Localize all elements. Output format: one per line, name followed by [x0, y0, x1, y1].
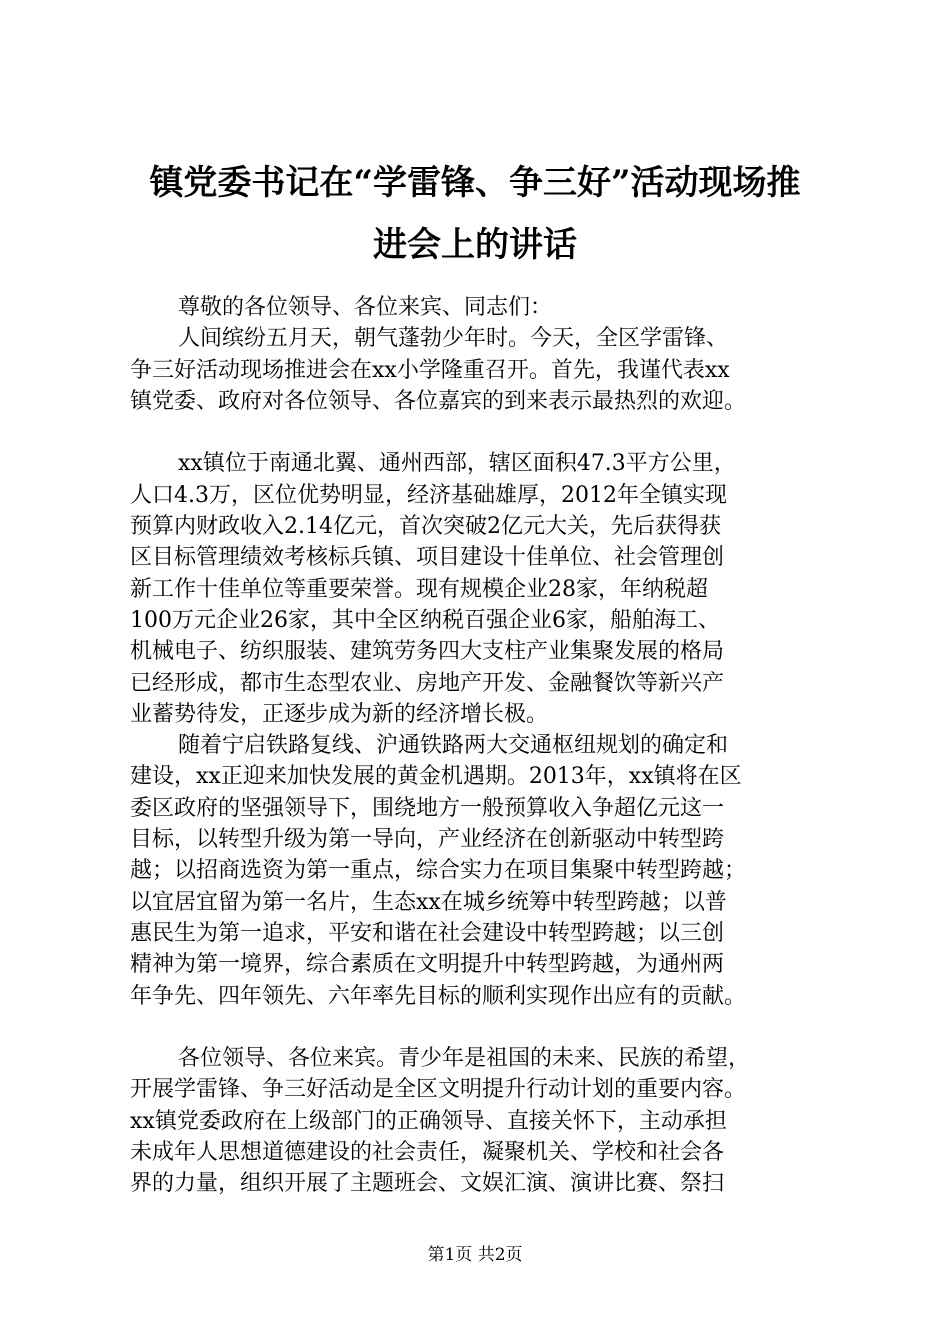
paragraph-line: 镇党委、政府对各位领导、各位嘉宾的到来表示最热烈的欢迎。: [130, 388, 747, 414]
paragraph-line: 开展学雷锋、争三好活动是全区文明提升行动计划的重要内容。: [130, 1077, 747, 1103]
paragraph-line: 随着宁启铁路复线、沪通铁路两大交通枢纽规划的确定和: [178, 733, 729, 759]
paragraph-line: 争三好活动现场推进会在xx小学隆重召开。首先，我谨代表xx: [130, 357, 730, 383]
paragraph-line: 已经形成，都市生态型农业、房地产开发、金融餐饮等新兴产: [130, 670, 725, 696]
page-footer: 第1页 共2页: [427, 1245, 523, 1265]
paragraph-line: 各位领导、各位来宾。青少年是祖国的未来、民族的希望，: [178, 1046, 751, 1072]
paragraph-line: 区目标管理绩效考核标兵镇、项目建设十佳单位、社会管理创: [130, 545, 725, 571]
paragraph-gap: [130, 417, 850, 448]
paragraph-line: xx镇位于南通北翼、通州西部，辖区面积47.3平方公里，: [178, 451, 736, 477]
paragraph-line: 100万元企业26家，其中全区纳税百强企业6家，船舶海工、: [130, 607, 720, 633]
salutation-line: 尊敬的各位领导、各位来宾、同志们：: [178, 295, 553, 320]
paragraph-line: 建设，xx正迎来加快发展的黄金机遇期。2013年，xx镇将在区: [130, 764, 742, 790]
paragraph-line: 未成年人思想道德建设的社会责任，凝聚机关、学校和社会各: [130, 1140, 725, 1166]
document-body: [130, 292, 850, 1200]
paragraph-line: 目标，以转型升级为第一导向，产业经济在创新驱动中转型跨: [130, 827, 725, 853]
paragraph-gap: [130, 1012, 850, 1043]
paragraph-line: 业蓄势待发，正逐步成为新的经济增长极。: [130, 701, 549, 727]
paragraph-line: 人间缤纷五月天，朝气蓬勃少年时。今天，全区学雷锋、: [178, 326, 729, 352]
paragraph-line: 越；以招商选资为第一重点，综合实力在项目集聚中转型跨越；: [130, 858, 747, 884]
paragraph-line: 人口4.3万，区位优势明显，经济基础雄厚，2012年全镇实现: [130, 482, 727, 508]
paragraph-line: xx镇党委政府在上级部门的正确领导、直接关怀下，主动承担: [130, 1108, 727, 1134]
paragraph-line: 委区政府的坚强领导下，围绕地方一般预算收入争超亿元这一: [130, 795, 725, 821]
paragraph-line: 预算内财政收入2.14亿元，首次突破2亿元大关，先后获得获: [130, 514, 721, 540]
paragraph-line: 机械电子、纺织服装、建筑劳务四大支柱产业集聚发展的格局: [130, 639, 725, 665]
document-title-line-1: 镇党委书记在“学雷锋、争三好”活动现场推: [149, 163, 801, 203]
paragraph-line: 新工作十佳单位等重要荣誉。现有规模企业28家，年纳税超: [130, 576, 708, 602]
paragraph-line: 界的力量，组织开展了主题班会、文娱汇演、演讲比赛、祭扫: [130, 1171, 725, 1197]
document-title-line-2: 进会上的讲话: [373, 225, 577, 265]
paragraph-line: 惠民生为第一追求，平安和谐在社会建设中转型跨越；以三创: [130, 920, 725, 946]
paragraph-line: 以宜居宜留为第一名片，生态xx在城乡统筹中转型跨越；以普: [130, 889, 727, 915]
paragraph-line: 精神为第一境界，综合素质在文明提升中转型跨越，为通州两: [130, 952, 725, 978]
paragraph-line: 年争先、四年领先、六年率先目标的顺利实现作出应有的贡献。: [130, 983, 747, 1009]
